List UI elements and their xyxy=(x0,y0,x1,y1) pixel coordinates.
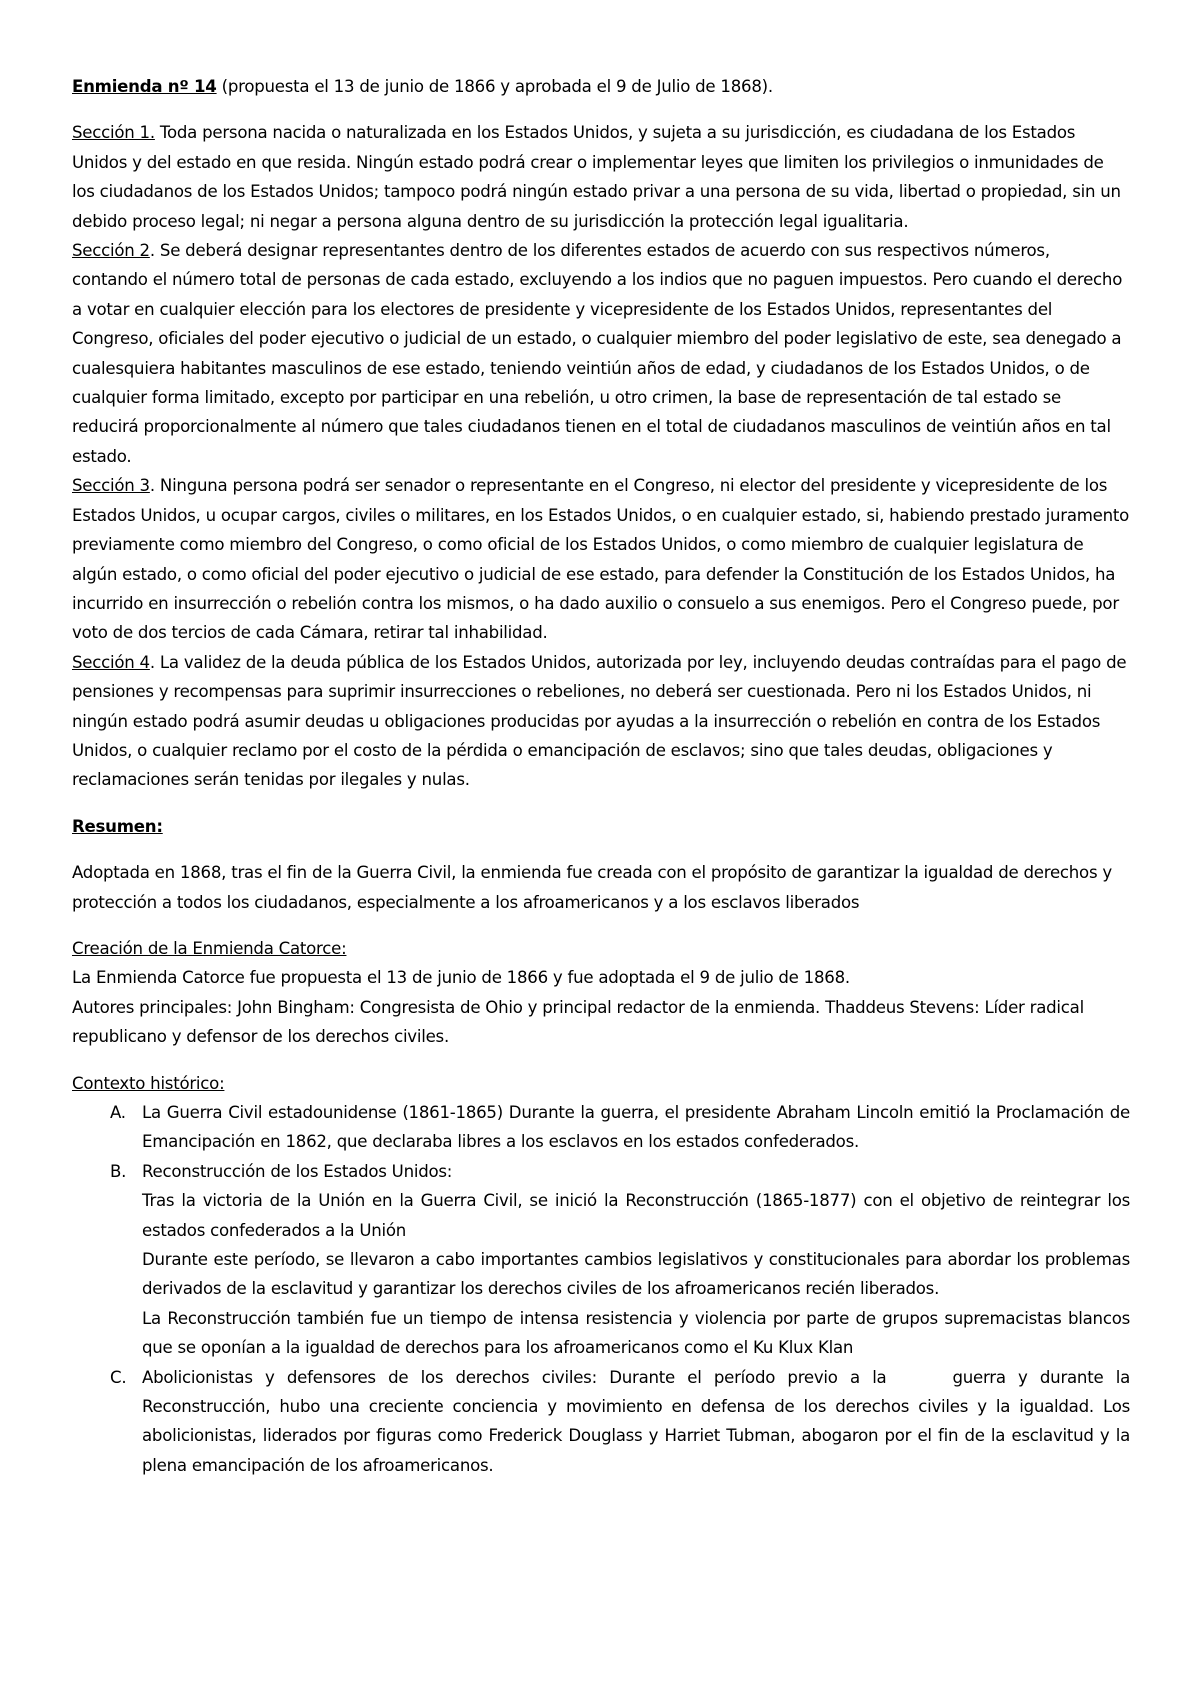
creacion-line-2: Autores principales: John Bingham: Congresista de Ohio y principal redactor de la enmienda. Thaddeus Stevens: Líder radical republicano y defensor de los derechos civiles. xyxy=(72,997,1084,1047)
document-title: Enmienda nº 14 xyxy=(72,77,217,96)
contexto-item-b-marker: B. xyxy=(110,1161,127,1181)
resumen-heading: Resumen: xyxy=(72,816,163,836)
contexto-item-b-heading: Reconstrucción de los Estados Unidos: xyxy=(142,1161,453,1181)
section-4-label: Sección 4 xyxy=(72,652,150,672)
document-body xyxy=(72,72,1130,1480)
contexto-item-b-paragraph-2: Durante este período, se llevaron a cabo importantes cambios legislativos y constitucionales para abordar los problemas derivados de la esclavitud y garantizar los derechos civiles de los afroamericanos recién liberados. xyxy=(142,1250,1130,1299)
section-3 xyxy=(72,471,1130,647)
section-4-text: . La validez de la deuda pública de los Estados Unidos, autorizada por ley, incluyendo deudas contraídas para el pago de pensiones y recompensas para suprimir insurrecciones o rebeliones, no deberá ser cuestionada. Pero ni los Estados Unidos, ni ningún estado podrá asumir deudas u obligaciones producidas por ayudas a la insurrección o rebelión en contra de los Estados Unidos, o cualquier reclamo por el costo de la pérdida o emancipación de esclavos; sino que tales deudas, obligaciones y reclamaciones serán tenidas por ilegales y nulas. xyxy=(72,652,1127,790)
contexto-item-b xyxy=(72,1157,1130,1363)
contexto-item-c xyxy=(72,1363,1130,1481)
contexto-item-a xyxy=(72,1098,1130,1157)
contexto-heading: Contexto histórico: xyxy=(72,1073,225,1093)
resumen-text: Adoptada en 1868, tras el fin de la Guerra Civil, la enmienda fue creada con el propósito de garantizar la igualdad de derechos y protección a todos los ciudadanos, especialmente a los afroamericanos y a los esclavos liberados xyxy=(72,863,1112,912)
document-subtitle: (propuesta el 13 de junio de 1866 y aprobada el 9 de Julio de 1868). xyxy=(216,77,773,96)
section-2 xyxy=(72,236,1130,471)
section-2-label: Sección 2 xyxy=(72,241,150,261)
contexto-item-a-text: La Guerra Civil estadounidense (1861-1865) Durante la guerra, el presidente Abraham Lincoln emitió la Proclamación de Emancipación en 1862, que declaraba libres a los esclavos en los estados confederados. xyxy=(142,1103,1130,1152)
section-1-text: Toda persona nacida o naturalizada en los Estados Unidos, y sujeta a su jurisdicción, es ciudadana de los Estados Unidos y del estado en que resida. Ningún estado podrá crear o implementar leyes que limiten los privilegios o inmunidades de los ciudadanos de los Estados Unidos; tampoco podrá ningún estado privar a una persona de su vida, libertad o propiedad, sin un debido proceso legal; ni negar a persona alguna dentro de su jurisdicción la protección legal igualitaria. xyxy=(72,123,1121,231)
contexto-item-c-marker: C. xyxy=(110,1367,127,1387)
document-header xyxy=(72,72,1130,101)
creacion-line-1: La Enmienda Catorce fue propuesta el 13 de junio de 1866 y fue adoptada el 9 de julio de 1868. xyxy=(72,968,850,988)
section-1-label: Sección 1. xyxy=(72,123,155,143)
section-1 xyxy=(72,118,1130,236)
section-4 xyxy=(72,648,1130,795)
contexto-item-a-marker: A. xyxy=(110,1103,126,1122)
contexto-item-b-paragraph-1: Tras la victoria de la Unión en la Guerra Civil, se inició la Reconstrucción (1865-1877) con el objetivo de reintegrar los estados confederados a la Unión xyxy=(142,1191,1130,1240)
section-3-text: . Ninguna persona podrá ser senador o representante en el Congreso, ni elector del presidente y vicepresidente de los Estados Unidos, u ocupar cargos, civiles o militares, en los Estados Unidos, o en cualquier estado, si, habiendo prestado juramento previamente como miembro del Congreso, o como oficial de los Estados Unidos, o como miembro de cualquier legislatura de algún estado, o como oficial del poder ejecutivo o judicial de ese estado, para defender la Constitución de los Estados Unidos, ha incurrido en insurrección o rebelión contra los mismos, o ha dado auxilio o consuelo a sus enemigos. Pero el Congreso puede, por voto de dos tercios de cada Cámara, retirar tal inhabilidad. xyxy=(72,476,1130,643)
contexto-item-c-text xyxy=(142,1363,1130,1481)
contexto-item-c-text-end: guerra y durante la Reconstrucción, hubo una creciente conciencia y movimiento en defensa de los derechos civiles y la igualdad. Los abolicionistas, liderados por figuras como Frederick Douglass y Harriet Tubman, abogaron por el fin de la esclavitud y la plena emancipación de los afroamericanos. xyxy=(142,1367,1130,1475)
contexto-list xyxy=(72,1098,1130,1480)
contexto-item-b-paragraph-3: La Reconstrucción también fue un tiempo de intensa resistencia y violencia por parte de grupos supremacistas blancos que se oponían a la igualdad de derechos para los afroamericanos como el Ku Klux Klan xyxy=(142,1308,1130,1358)
creacion-heading: Creación de la Enmienda Catorce: xyxy=(72,938,347,958)
section-2-text: . Se deberá designar representantes dentro de los diferentes estados de acuerdo con sus respectivos números, contando el número total de personas de cada estado, excluyendo a los indios que no paguen impuestos. Pero cuando el derecho a votar en cualquier elección para los electores de presidente y vicepresidente de los Estados Unidos, representantes del Congreso, oficiales del poder ejecutivo o judicial de un estado, o cualquier miembro del poder legislativo de este, sea denegado a cualesquiera habitantes masculinos de ese estado, teniendo veintiún años de edad, y ciudadanos de los Estados Unidos, o de cualquier forma limitado, excepto por participar en una rebelión, u otro crimen, la base de representación de tal estado se reducirá proporcionalmente al número que tales ciudadanos tienen en el total de ciudadanos masculinos de veintiún años en tal estado. xyxy=(72,241,1123,466)
contexto-item-c-text-start: Abolicionistas y defensores de los derechos civiles: Durante el período previo a la xyxy=(142,1367,887,1387)
section-3-label: Sección 3 xyxy=(72,476,150,496)
